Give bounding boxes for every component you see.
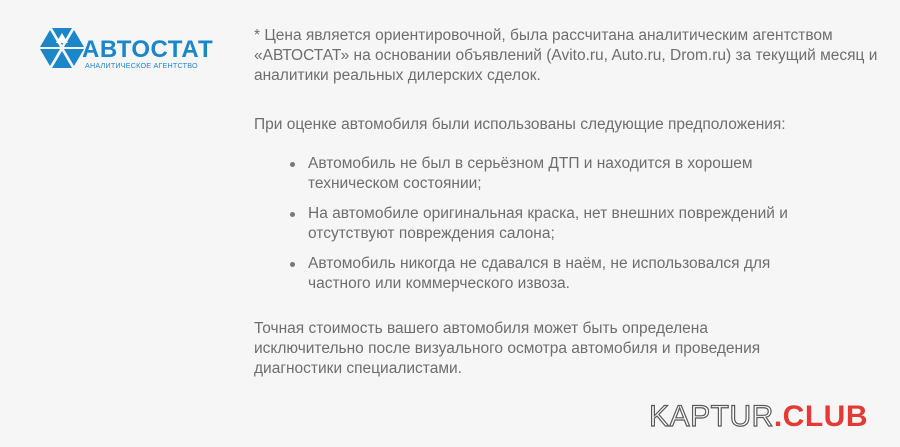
avtostat-logo [38, 24, 213, 70]
watermark-main: KAPTUR [649, 400, 774, 433]
avtostat-logo-wordmark: АВТОСТАТ [82, 36, 214, 63]
assumptions-list [287, 154, 807, 294]
assumption-item: Автомобиль никогда не сдавался в наём, не использовался для частного или коммерческого извоза. [287, 254, 807, 294]
assumption-item: Автомобиль не был в серьёзном ДТП и находится в хорошем техническом состоянии; [287, 154, 807, 194]
avtostat-logo-icon [38, 24, 86, 70]
watermark-dot: . [773, 400, 783, 433]
avtostat-logo-tagline: АНАЛИТИЧЕСКОЕ АГЕНТСТВО [85, 61, 198, 70]
price-disclaimer [254, 26, 884, 379]
assumptions-intro: При оценке автомобиля были использованы следующие предположения: [254, 116, 786, 133]
assumption-item: На автомобиле оригинальная краска, нет внешних повреждений и отсутствуют повреждения салона; [287, 204, 807, 244]
valuation-conclusion: Точная стоимость вашего автомобиля может быть определена исключительно после визуального осмотра автомобиля и проведения диагностики специалистами. [254, 320, 761, 377]
price-footnote: * Цена является ориентировочной, была рассчитана аналитическим агентством «АВТОСТАТ» на основании объявлений (Avito.ru, Auto.ru, Drom.ru) за текущий месяц и аналитики реальных дилерских сделок. [254, 27, 878, 84]
watermark-suffix: CLUB [782, 400, 868, 433]
kaptur-club-watermark [649, 402, 868, 432]
